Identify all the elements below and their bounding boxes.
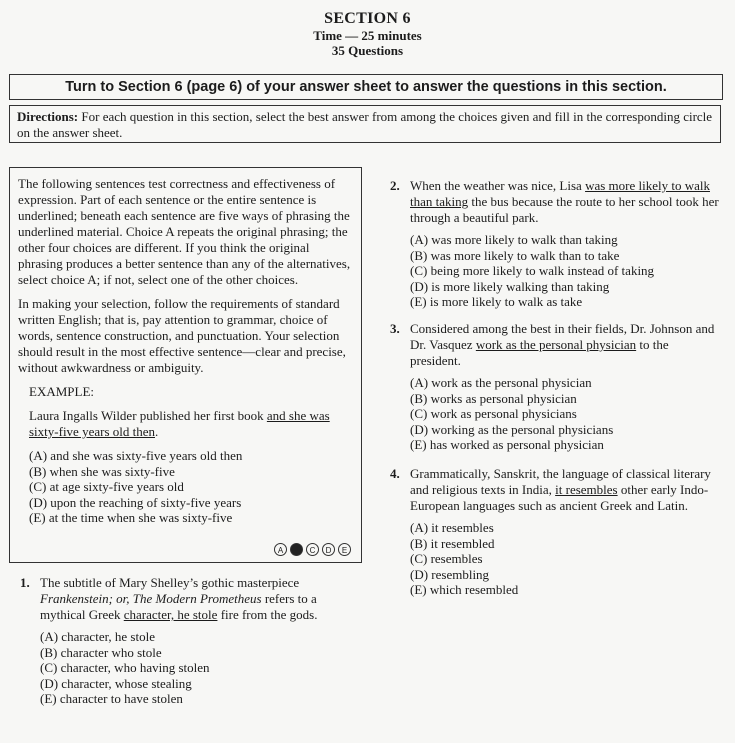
instructions-paragraph-2: In making your selection, follow the requirements of standard written English; that is, pay attention to grammar, choice of words, sentence construction, and punctuation. Your selection should result in the most effective sentence—clear and precise, without awkwardness or ambiguity. <box>18 296 346 375</box>
answer-choice: (B) character who stole <box>40 644 162 660</box>
answer-choices <box>40 629 350 707</box>
example-answer-bubbles <box>274 543 351 556</box>
stem-text: refers to a mythical Greek <box>40 591 317 622</box>
answer-choice: (B) works as personal physician <box>410 390 577 406</box>
question-count: 35 Questions <box>331 43 404 58</box>
example-choice: (B) when she was sixty-five <box>29 463 175 479</box>
instructions-box <box>9 167 362 563</box>
stem-text: other early Indo-European languages such as ancient Greek and Latin. <box>410 482 709 513</box>
answer-choice: (A) character, he stole <box>40 629 155 644</box>
underlined-phrase: work as the personal physician <box>475 337 637 352</box>
directions-label: Directions: <box>17 109 79 124</box>
example-stem-text: Laura Ingalls Wilder published her first book <box>29 408 267 423</box>
stem-italic-title: Frankenstein; or, The Modern Prometheus <box>40 591 262 606</box>
stem-text: Considered among the best in their fields, Dr. Johnson and Dr. Vasquez <box>410 321 715 352</box>
underlined-phrase: character, he stole <box>123 607 218 622</box>
answer-choice: (C) character, who having stolen <box>40 660 210 675</box>
example-choice: (A) and she was sixty-five years old then <box>29 448 243 463</box>
answer-choice: (A) it resembles <box>410 520 494 535</box>
answer-choice: (D) working as the personal physicians <box>410 421 614 437</box>
example-choice: (C) at age sixty-five years old <box>29 479 184 494</box>
answer-choice: (E) has worked as personal physician <box>410 437 604 452</box>
example-underlined-phrase: and she was sixty-five years old then <box>29 408 330 439</box>
question-stem <box>410 178 720 226</box>
answer-choices <box>410 232 720 310</box>
answer-bubble-a: A <box>274 543 287 556</box>
example-choices <box>18 448 353 526</box>
instructions-paragraph-1: The following sentences test correctness and effectiveness of expression. Part of each sentence or the entire sentence is underlined; beneath each sentence are five ways of phrasing the underlined material. Choice A repeats the original phrasing; the other four choices are different. If you think the original phrasing produces a better sentence than any of the alternatives, select choice A; if not, select one of the other choices. <box>18 176 351 287</box>
section-title: SECTION 6 <box>324 10 411 27</box>
stem-text: The subtitle of Mary Shelley’s gothic masterpiece <box>40 575 300 590</box>
answer-choice: (E) which resembled <box>410 582 519 597</box>
example-choice: (E) at the time when she was sixty-five <box>29 510 233 525</box>
answer-choices <box>410 520 720 598</box>
question-number: 3. <box>390 321 400 336</box>
answer-choice: (A) work as the personal physician <box>410 375 592 390</box>
question-2 <box>390 178 720 310</box>
question-1 <box>20 575 350 707</box>
stem-text: When the weather was nice, Lisa <box>410 178 586 193</box>
example-choice: (D) upon the reaching of sixty-five years <box>29 494 242 510</box>
answer-choice: (B) it resembled <box>410 535 495 551</box>
section-header <box>0 10 735 58</box>
answer-choice: (A) was more likely to walk than taking <box>410 232 618 247</box>
answer-choices <box>410 375 720 453</box>
directions-text: For each question in this section, select the best answer from among the choices given and fill in the corresponding circle on the answer sheet. <box>17 109 713 140</box>
stem-text: Grammatically, Sanskrit, the language of classical literary and religious texts in India, <box>410 466 711 497</box>
answer-bubble-d: D <box>322 543 335 556</box>
answer-choice: (D) resembling <box>410 566 490 582</box>
answer-bubble-e: E <box>338 543 351 556</box>
question-stem <box>410 321 720 369</box>
stem-text: to the president. <box>410 337 669 368</box>
question-number: 4. <box>390 466 400 481</box>
answer-choice: (B) was more likely to walk than to take <box>410 247 620 263</box>
answer-choice: (C) resembles <box>410 551 483 566</box>
question-number: 1. <box>20 575 30 590</box>
answer-choice: (C) being more likely to walk instead of taking <box>410 263 655 278</box>
section-time: Time — 25 minutes <box>313 28 422 43</box>
stem-text: the bus because the route to her school took her through a beautiful park. <box>410 194 719 225</box>
example-stem <box>29 408 353 440</box>
example-heading: EXAMPLE: <box>29 384 94 399</box>
turn-to-section-banner: Turn to Section 6 (page 6) of your answer sheet to answer the questions in this section. <box>9 74 723 100</box>
question-3 <box>390 321 720 453</box>
answer-bubble-c: C <box>306 543 319 556</box>
question-4 <box>390 466 720 598</box>
answer-choice: (D) is more likely walking than taking <box>410 278 610 294</box>
answer-bubble-b-filled: B <box>290 543 303 556</box>
underlined-phrase: was more likely to walk than taking <box>410 178 710 209</box>
answer-choice: (D) character, whose stealing <box>40 675 192 691</box>
answer-choice: (E) character to have stolen <box>40 691 183 706</box>
stem-text: fire from the gods. <box>217 607 318 622</box>
question-stem <box>40 575 350 623</box>
question-stem <box>410 466 720 514</box>
directions-box <box>9 105 721 143</box>
example-stem-end: . <box>155 424 159 439</box>
underlined-phrase: it resembles <box>555 482 618 497</box>
answer-choice: (C) work as personal physicians <box>410 406 577 421</box>
question-number: 2. <box>390 178 400 193</box>
answer-choice: (E) is more likely to walk as take <box>410 294 583 309</box>
